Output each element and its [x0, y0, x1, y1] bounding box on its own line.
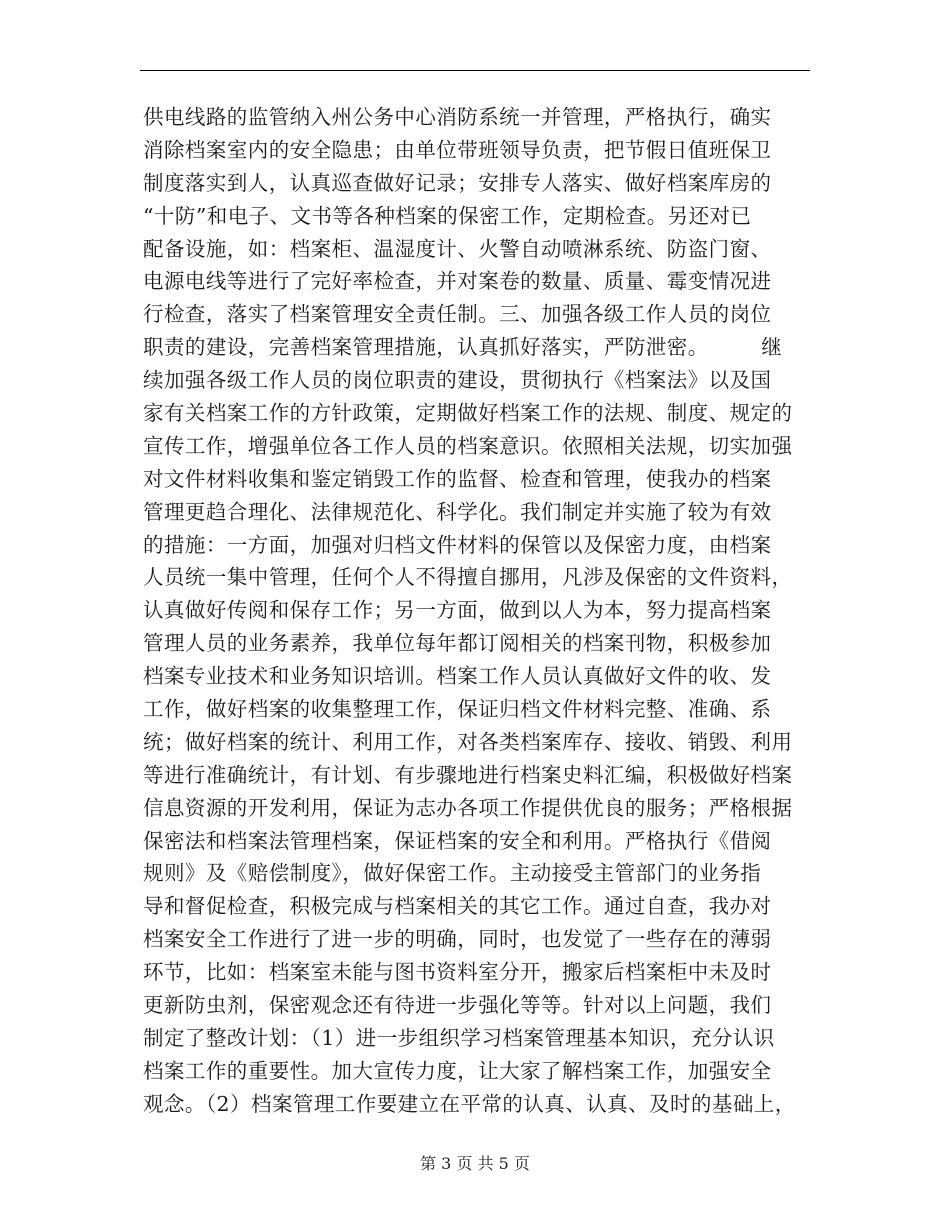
text-line: 职责的建设，完善档案管理措施，认真抓好落实，严防泄密。 继	[143, 335, 783, 360]
text-line: 导和督促检查，积极完成与档案相关的其它工作。通过自查，我办对	[143, 894, 772, 919]
text-line: 供电线路的监管纳入州公务中心消防系统一并管理，严格执行，确实	[143, 105, 772, 129]
text-line: 信息资源的开发利用，保证为志办各项工作提供优良的服务；严格根据	[143, 795, 793, 820]
document-body	[143, 101, 813, 1121]
text-line: 管理人员的业务素养，我单位每年都订阅相关的档案刊物，积极参加	[143, 631, 772, 656]
text-line: 行检查，落实了档案管理安全责任制。三、加强各级工作人员的岗位	[143, 302, 772, 327]
text-line: “十防”和电子、文书等各种档案的保密工作，定期检查。另还对已	[143, 203, 752, 228]
text-line: 家有关档案工作的方针政策，定期做好档案工作的法规、制度、规定的	[143, 401, 793, 426]
text-line: 配备设施，如：档案柜、温湿度计、火警自动喷淋系统、防盗门窗、	[143, 236, 772, 261]
text-line: 制定了整改计划：（1）进一步组织学习档案管理基本知识，充分认识	[143, 1025, 775, 1050]
text-line: 统；做好档案的统计、利用工作，对各类档案库存、接收、销毁、利用	[143, 729, 793, 754]
text-line: 工作，做好档案的收集整理工作，保证归档文件材料完整、准确、系	[143, 697, 772, 722]
text-line: 保密法和档案法管理档案，保证档案的安全和利用。严格执行《借阅	[143, 828, 772, 853]
header-rule	[140, 70, 810, 71]
text-line: 环节，比如：档案室未能与图书资料室分开，搬家后档案柜中未及时	[143, 960, 772, 985]
text-line: 档案工作的重要性。加大宣传力度，让大家了解档案工作，加强安全	[143, 1058, 772, 1083]
text-line: 电源电线等进行了完好率检查，并对案卷的数量、质量、霉变情况进	[143, 269, 772, 294]
text-line: 观念。（2）档案管理工作要建立在平常的认真、认真、及时的基础上，	[143, 1091, 796, 1116]
text-line: 的措施：一方面，加强对归档文件材料的保管以及保密力度，由档案	[143, 532, 772, 557]
text-line: 等进行准确统计，有计划、有步骤地进行档案史料汇编，积极做好档案	[143, 762, 793, 787]
text-line: 档案安全工作进行了进一步的明确，同时，也发觉了一些存在的薄弱	[143, 927, 772, 952]
text-line: 消除档案室内的安全隐患；由单位带班领导负责，把节假日值班保卫	[143, 137, 772, 162]
text-line: 认真做好传阅和保存工作；另一方面，做到以人为本，努力提高档案	[143, 598, 772, 623]
page-footer	[0, 1153, 950, 1175]
text-line: 宣传工作，增强单位各工作人员的档案意识。依照相关法规，切实加强	[143, 433, 793, 458]
page-number-label: 第 3 页 共 5 页	[420, 1154, 530, 1173]
text-line: 对文件材料收集和鉴定销毁工作的监督、检查和管理，使我办的档案	[143, 466, 772, 491]
text-line: 更新防虫剂，保密观念还有待进一步强化等等。针对以上问题，我们	[143, 993, 772, 1018]
text-line: 规则》及《赔偿制度》，做好保密工作。主动接受主管部门的业务指	[143, 861, 762, 886]
text-line: 管理更趋合理化、法律规范化、科学化。我们制定并实施了较为有效	[143, 499, 772, 524]
text-line: 续加强各级工作人员的岗位职责的建设，贯彻执行《档案法》以及国	[143, 368, 772, 393]
text-line: 人员统一集中管理，任何个人不得擅自挪用，凡涉及保密的文件资料，	[143, 565, 793, 590]
text-line: 制度落实到人，认真巡查做好记录；安排专人落实、做好档案库房的	[143, 170, 772, 195]
text-line: 档案专业技术和业务知识培训。档案工作人员认真做好文件的收、发	[143, 664, 772, 689]
